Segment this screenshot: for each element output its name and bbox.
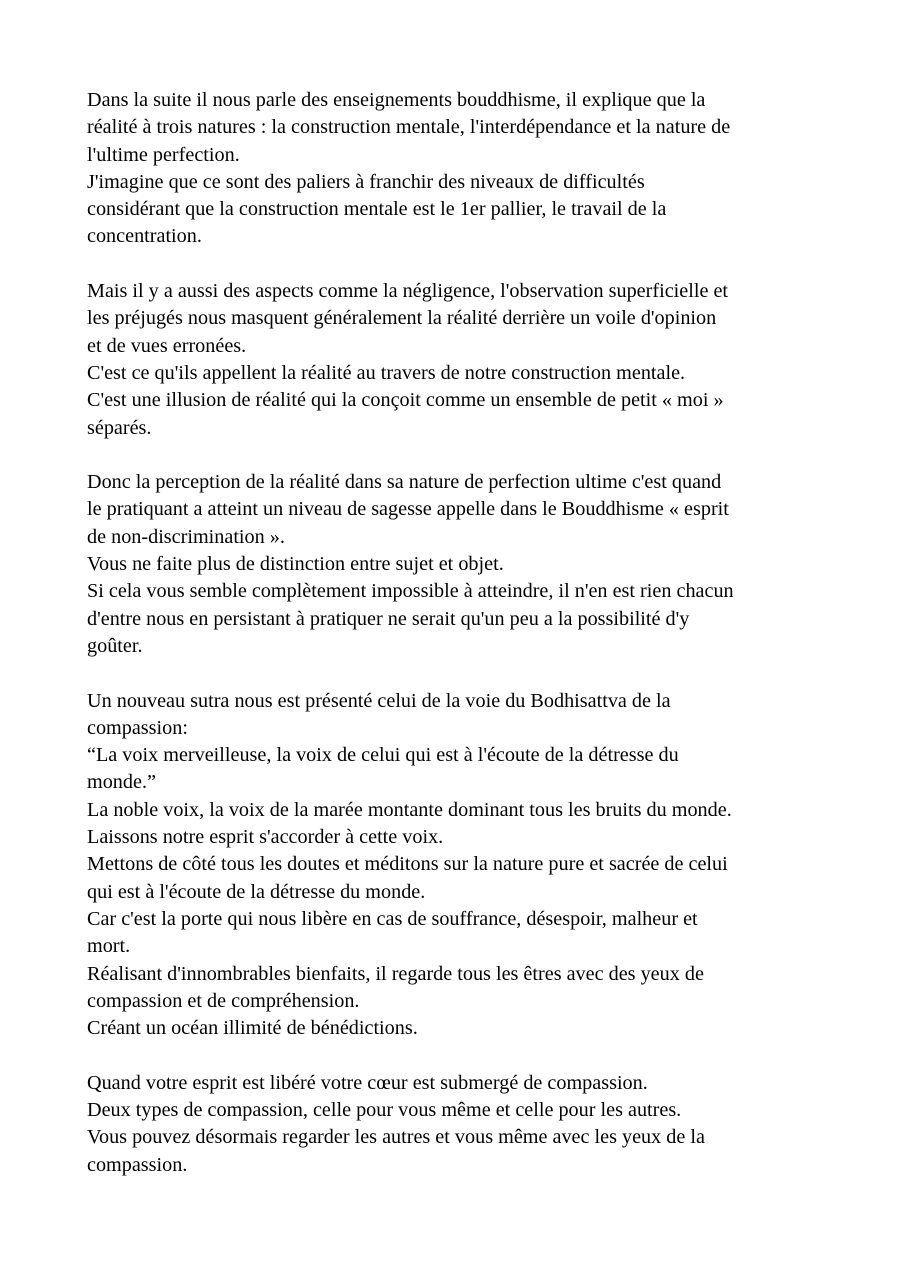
text-line: Deux types de compassion, celle pour vous même et celle pour les autres. <box>87 1098 682 1121</box>
text-line: Mais il y a aussi des aspects comme la négligence, l'observation superficielle et <box>87 280 729 303</box>
text-line: mort. <box>87 935 131 958</box>
text-line: le pratiquant a atteint un niveau de sagesse appelle dans le Bouddhisme « esprit <box>87 498 729 521</box>
text-line: C'est une illusion de réalité qui la conçoit comme un ensemble de petit « moi » <box>87 389 724 412</box>
text-line: Car c'est la porte qui nous libère en cas de souffrance, désespoir, malheur et <box>87 907 698 930</box>
text-line: Réalisant d'innombrables bienfaits, il regarde tous les êtres avec des yeux de <box>87 962 704 985</box>
paragraph-3 <box>87 469 827 660</box>
text-line: Dans la suite il nous parle des enseignements bouddhisme, il explique que la <box>87 89 706 111</box>
paragraph-5 <box>87 1070 827 1179</box>
text-line: Un nouveau sutra nous est présenté celui de la voie du Bodhisattva de la <box>87 689 671 712</box>
text-line: J'imagine que ce sont des paliers à franchir des niveaux de difficultés <box>87 170 645 193</box>
text-line: compassion et de compréhension. <box>87 989 360 1012</box>
text-line: Donc la perception de la réalité dans sa nature de perfection ultime c'est quand <box>87 471 722 494</box>
text-line: les préjugés nous masquent généralement la réalité derrière un voile d'opinion <box>87 307 717 330</box>
text-line: qui est à l'écoute de la détresse du monde. <box>87 880 426 903</box>
text-line: Vous pouvez désormais regarder les autres et vous même avec les yeux de la <box>87 1126 705 1149</box>
text-line: La noble voix, la voix de la marée montante dominant tous les bruits du monde. <box>87 798 732 821</box>
text-line: d'entre nous en persistant à pratiquer ne serait qu'un peu a la possibilité d'y <box>87 607 690 630</box>
text-line: monde.” <box>87 771 156 794</box>
text-line: l'ultime perfection. <box>87 143 240 166</box>
text-line: C'est ce qu'ils appellent la réalité au travers de notre construction mentale. <box>87 361 686 384</box>
document-page <box>87 87 827 1179</box>
text-line: Vous ne faite plus de distinction entre sujet et objet. <box>87 553 504 576</box>
text-line: Mettons de côté tous les doutes et méditons sur la nature pure et sacrée de celui <box>87 853 728 876</box>
text-line: Laissons notre esprit s'accorder à cette voix. <box>87 826 444 849</box>
text-line: compassion: <box>87 716 188 739</box>
text-line: concentration. <box>87 225 202 248</box>
text-line: considérant que la construction mentale est le 1er pallier, le travail de la <box>87 198 667 221</box>
text-line: et de vues erronées. <box>87 334 247 357</box>
text-line: de non-discrimination ». <box>87 525 285 548</box>
text-line: Créant un océan illimité de bénédictions. <box>87 1017 418 1040</box>
text-line: goûter. <box>87 634 143 657</box>
paragraph-1 <box>87 87 827 251</box>
paragraph-2 <box>87 278 827 442</box>
text-line: Quand votre esprit est libéré votre cœur est submergé de compassion. <box>87 1071 648 1094</box>
text-line: “La voix merveilleuse, la voix de celui qui est à l'écoute de la détresse du <box>87 744 679 767</box>
text-line: séparés. <box>87 416 152 439</box>
text-line: compassion. <box>87 1153 188 1176</box>
text-line: Si cela vous semble complètement impossible à atteindre, il n'en est rien chacun <box>87 580 734 603</box>
paragraph-4 <box>87 688 827 1043</box>
text-line: réalité à trois natures : la construction mentale, l'interdépendance et la nature de <box>87 116 731 139</box>
